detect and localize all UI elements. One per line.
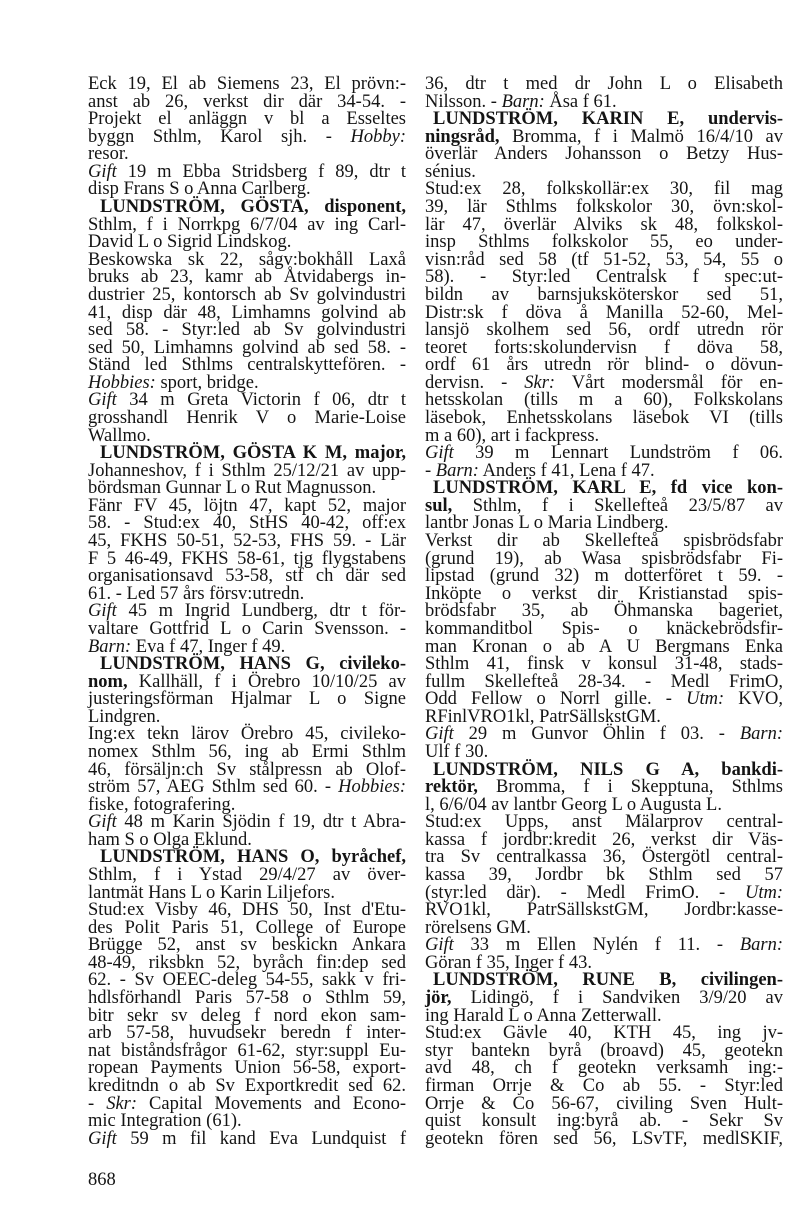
entry-paragraph xyxy=(425,759,783,815)
text-line xyxy=(88,199,406,217)
field-label: Gift xyxy=(88,390,117,411)
field-label: Hobby: xyxy=(350,126,406,147)
text-line: styr bantekn byrå (broavd) 45, geotekn xyxy=(425,1040,783,1061)
entry-name: LUNDSTRÖM, HANS O, byråchef, xyxy=(100,847,406,868)
text-line: avd 48, ch f geotekn verksamh ing:- xyxy=(425,1058,783,1079)
entry-name: jör, xyxy=(425,988,452,1009)
field-label: Gift xyxy=(425,724,454,745)
field-label: Hobbies: xyxy=(88,372,156,393)
text-run: Vårt modersmål för en- xyxy=(555,372,784,393)
text-line: Stud:ex Gävle 40, KTH 45, ing jv- xyxy=(425,1023,783,1044)
text-line: rörelsens GM. xyxy=(425,917,531,938)
text-line: arb 57-58, huvudsekr beredn f inter- xyxy=(88,1023,406,1044)
text-line: disp Frans S o Anna Carlberg. xyxy=(88,179,311,200)
text-line: sénius. xyxy=(425,161,476,182)
text-line: des Polit Paris 51, College of Europe xyxy=(88,917,406,938)
text-line: 62. - Sv OEEC-deleg 54-55, sakk v fri- xyxy=(88,970,406,991)
text-run: sport, bridge. xyxy=(155,372,259,393)
text-run: 19 m Ebba Stridsberg f 89, dtr t xyxy=(116,161,406,182)
text-line: hdlsförhandl Paris 57-58 o Sthlm 59, xyxy=(88,988,406,1009)
text-line: bruks ab 23, kamr ab Åtvidabergs in- xyxy=(88,267,406,288)
text-line: ing Harald L o Anna Zetterwall. xyxy=(425,1005,662,1026)
text-line: Ständ led Sthlms centralskyttefören. - xyxy=(88,355,406,376)
right-column xyxy=(425,76,783,1148)
entry-paragraph xyxy=(88,199,406,252)
text-line: Sthlm, f i Ystad 29/4/27 av över- xyxy=(88,865,406,886)
text-line: kommanditbol Spis- o knäckebrödsfir- xyxy=(425,618,783,639)
entry-name: LUNDSTRÖM, RUNE B, civilingen- xyxy=(433,970,783,991)
left-column xyxy=(88,76,406,1148)
text-paragraph xyxy=(425,1025,783,1148)
field-label: Hobbies: xyxy=(338,777,406,798)
text-line xyxy=(425,990,783,1008)
text-line: justeringsförman Hjalmar L o Signe xyxy=(88,689,406,710)
text-run: 33 m Ellen Nylén f 11. - xyxy=(453,935,740,956)
text-line: Orrje & Co 56-67, civiling Sven Hult- xyxy=(425,1093,783,1114)
text-line xyxy=(88,126,406,147)
field-label: Gift xyxy=(88,1128,117,1149)
text-run: Bromma, f i Skepptuna, Sthlms xyxy=(477,777,783,798)
field-label: Barn: xyxy=(739,935,783,956)
text-paragraph xyxy=(425,76,783,111)
text-line: lansjö skolhem sed 56, ordf utredn rör xyxy=(425,320,783,341)
text-line: Stud:ex Visby 46, DHS 50, Inst d'Etu- xyxy=(88,900,406,921)
text-paragraph xyxy=(425,726,783,761)
text-line: Verkst dir ab Skellefteå spisbrödsfabr xyxy=(425,531,783,552)
text-line: ordf 61 års utredn rör blind- o dövun- xyxy=(425,355,783,376)
field-label: Barn: xyxy=(739,724,783,745)
entry-paragraph xyxy=(425,111,783,181)
text-line: valtare Gottfrid L o Carin Svensson. - xyxy=(88,618,406,639)
entry-name: ningsråd, xyxy=(425,126,500,147)
field-label: Barn: xyxy=(501,91,545,112)
text-line: Johanneshov, f i Sthlm 25/12/21 av upp- xyxy=(88,460,406,481)
text-line: bördsman Gunnar L o Rut Magnusson. xyxy=(88,478,377,499)
text-line: 39, lär Sthlms folkskolor 30, övn:skol- xyxy=(425,197,783,218)
text-line: RVO1kl, PatrSällskstGM, Jordbr:kasse- xyxy=(425,900,783,921)
text-line: insp Sthlms folkskolor 55, eo under- xyxy=(425,232,783,253)
text-line: 58. - Stud:ex 40, StHS 40-42, off:ex xyxy=(88,513,406,534)
entry-name: LUNDSTRÖM, KARIN E, undervis- xyxy=(433,109,783,130)
text-line: 41, disp där 48, Limhamns golvind ab xyxy=(88,302,406,323)
text-line: Beskowska sk 22, sågv:bokhåll Laxå xyxy=(88,249,406,270)
text-paragraph xyxy=(425,937,783,972)
entry-name: LUNDSTRÖM, GÖSTA, disponent, xyxy=(100,197,406,218)
text-run: 34 m Greta Victorin f 06, dtr t xyxy=(116,390,406,411)
text-run: (styr:led där). - Medl FrimO. - xyxy=(425,882,745,903)
text-line: Inköpte o verkst dir Kristianstad spis- xyxy=(425,583,783,604)
field-label: Barn: xyxy=(435,460,479,481)
text-line: 36, dtr t med dr John L o Elisabeth xyxy=(425,74,783,94)
text-paragraph xyxy=(88,902,406,1131)
text-line: lantmät Hans L o Karin Liljefors. xyxy=(88,882,335,903)
text-line: Stud:ex Upps, anst Mälarprov central- xyxy=(425,812,783,833)
entry-name: sul, xyxy=(425,495,453,516)
text-line: bildn av barnsjuksköterskor sed 51, xyxy=(425,284,783,305)
text-run: Åsa f 61. xyxy=(544,91,617,112)
entry-paragraph xyxy=(425,972,783,1025)
text-line: grosshandl Henrik V o Marie-Loise xyxy=(88,407,406,428)
text-line: nat biståndsfrågor 61-62, styr:suppl Eu- xyxy=(88,1040,406,1061)
text-line: kassa 39, Jordbr bk Sthlm sed 57 xyxy=(425,865,783,886)
text-line: l, 6/6/04 av lantbr Georg L o Augusta L. xyxy=(425,794,722,815)
text-line: 61. - Led 57 års försv:utredn. xyxy=(88,583,305,604)
text-line: fiske, fotografering. xyxy=(88,794,236,815)
field-label: Skr: xyxy=(106,1093,138,1114)
field-label: Utm: xyxy=(686,689,725,710)
text-line: 45, FKHS 50-51, 52-53, FHS 59. - Lär xyxy=(88,531,406,552)
text-line: Lindgren. xyxy=(88,706,161,727)
text-line: Sthlm 41, finsk v konsul 31-48, stads- xyxy=(425,654,783,675)
text-line: man Kronan o ab A U Bergmans Enka xyxy=(425,636,783,657)
text-line: brödsfabr 35, ab Öhmanska bageriet, xyxy=(425,601,783,622)
text-paragraph xyxy=(88,603,406,656)
text-line: teoret forts:skolundervisn f döva 58, xyxy=(425,337,783,358)
field-label: Gift xyxy=(88,812,117,833)
page-number: 868 xyxy=(88,1170,116,1190)
text-line: bitr sekr sv deleg f nord ekon sam- xyxy=(88,1005,406,1026)
text-line: fullm Skellefteå 28-34. - Medl FrimO, xyxy=(425,671,783,692)
text-run: Capital Movements and Econo- xyxy=(137,1093,406,1114)
text-line: hetsskolan (tills m a 60), Folkskolans xyxy=(425,390,783,411)
text-run: 45 m Ingrid Lundberg, dtr t för- xyxy=(116,601,406,622)
text-run: 59 m fil kand Eva Lundquist f xyxy=(116,1128,406,1149)
text-line: Fänr FV 45, löjtn 47, kapt 52, major xyxy=(88,495,406,516)
text-run: Sthlm, f i Skellefteå 23/5/87 av xyxy=(452,495,783,516)
text-run: Nilsson. - xyxy=(425,91,502,112)
text-line: geotekn fören sed 56, LSvTF, medlSKIF, xyxy=(425,1128,783,1149)
text-run: 48 m Karin Sjödin f 19, dtr t Abra- xyxy=(116,812,406,833)
field-label: Skr: xyxy=(524,372,556,393)
text-paragraph xyxy=(425,533,783,726)
text-line: Ulf f 30. xyxy=(425,741,489,762)
entry-paragraph xyxy=(88,849,406,902)
text-line: nomex Sthlm 56, ing ab Ermi Sthlm xyxy=(88,741,406,762)
entry-paragraph xyxy=(425,480,783,533)
text-run: 29 m Gunvor Öhlin f 03. - xyxy=(453,724,740,745)
text-paragraph xyxy=(88,814,406,849)
text-run: Lidingö, f i Sandviken 3/9/20 av xyxy=(451,988,783,1009)
text-line: mic Integration (61). xyxy=(88,1111,242,1132)
entry-name: LUNDSTRÖM, NILS G A, bankdi- xyxy=(433,759,783,780)
text-line: RFinlVRO1kl, PatrSällskstGM. xyxy=(425,706,661,727)
entry-name: LUNDSTRÖM, KARL E, fd vice kon- xyxy=(433,478,783,499)
field-label: Gift xyxy=(88,161,117,182)
field-label: Utm: xyxy=(744,882,783,903)
entry-name: LUNDSTRÖM, HANS G, civileko- xyxy=(100,654,406,675)
text-paragraph xyxy=(88,726,406,814)
text-line: ham S o Olga Eklund. xyxy=(88,829,252,850)
entry-name: LUNDSTRÖM, GÖSTA K M, major, xyxy=(100,443,406,464)
text-paragraph xyxy=(88,76,406,164)
text-line: resor. xyxy=(88,144,129,165)
text-line: anst ab 26, verkst dir där 34-54. - xyxy=(88,91,406,112)
text-paragraph xyxy=(88,161,406,200)
text-paragraph xyxy=(88,249,406,393)
text-line: F 5 46-49, FKHS 58-61, tjg flygstabens xyxy=(88,548,406,569)
text-line: Brügge 52, anst sv beskickn Ankara xyxy=(88,935,406,956)
entry-paragraph xyxy=(88,445,406,498)
text-line: lär 47, överlär Alviks sk 48, folkskol- xyxy=(425,214,783,235)
text-line: lipstad (grund 32) m dotterföret t 59. - xyxy=(425,566,783,587)
text-run: ström 57, AEG Sthlm sed 60. - xyxy=(88,777,339,798)
text-run: KVO, xyxy=(724,689,783,710)
field-label: Barn: xyxy=(88,636,132,657)
text-line: 58). - Styr:led Centralsk f spec:ut- xyxy=(425,267,783,288)
text-line: (grund 19), ab Wasa spisbrödsfabr Fi- xyxy=(425,548,783,569)
text-line: Distr:sk f döva å Manilla 52-60, Mel- xyxy=(425,302,783,323)
text-line: Sthlm, f i Norrkpg 6/7/04 av ing Carl- xyxy=(88,214,406,235)
text-line: quist konsult ing:byrå ab. - Sekr Sv xyxy=(425,1111,783,1132)
text-run: - xyxy=(88,1093,107,1114)
text-line: Ing:ex tekn lärov Örebro 45, civileko- xyxy=(88,724,406,745)
text-line: sed 58. - Styr:led ab Sv golvindustri xyxy=(88,320,406,341)
text-paragraph xyxy=(425,181,783,445)
entry-name: rektör, xyxy=(425,777,478,798)
text-run: Anders f 41, Lena f 47. xyxy=(478,460,655,481)
entry-paragraph xyxy=(88,656,406,726)
text-line: tra Sv centralkassa 36, Östergötl central- xyxy=(425,847,783,868)
text-run: - xyxy=(425,460,436,481)
text-line: Göran f 35, Inger f 43. xyxy=(425,952,592,973)
text-line: ropean Payments Union 56-58, export- xyxy=(88,1058,406,1079)
text-line: läsebok, Enhetsskolans läsebok VI (tills xyxy=(425,407,783,428)
field-label: Gift xyxy=(88,601,117,622)
text-paragraph xyxy=(88,1128,406,1149)
text-line: 48-49, riksbkn 52, byråch fin:dep sed xyxy=(88,952,406,973)
text-line: kassa f jordbr:kredit 26, verkst dir Väs- xyxy=(425,829,783,850)
text-line: m a 60), art i fackpress. xyxy=(425,425,600,446)
text-line: firman Orrje & Co ab 55. - Styr:led xyxy=(425,1075,783,1096)
text-paragraph xyxy=(425,445,783,480)
text-line: Eck 19, El ab Siemens 23, El prövn:- xyxy=(88,74,406,94)
text-line: Projekt el anläggn v bl a Esseltes xyxy=(88,109,406,130)
text-paragraph xyxy=(88,392,406,445)
text-paragraph xyxy=(88,495,406,604)
text-line: dustrier 25, kontorsch ab Sv golvindustri xyxy=(88,284,406,305)
entry-name: nom, xyxy=(88,671,128,692)
text-line: Stud:ex 28, folkskollär:ex 30, fil mag xyxy=(425,179,783,200)
text-run: Eva f 47, Inger f 49. xyxy=(131,636,286,657)
text-line: David L o Sigrid Lindskog. xyxy=(88,232,292,253)
text-line: sed 50, Limhamns golvind ab sed 58. - xyxy=(88,337,406,358)
text-line: organisationsavd 53-58, stf ch där sed xyxy=(88,566,406,587)
text-line: Wallmo. xyxy=(88,425,151,446)
text-line: kreditndn o ab Sv Exportkredit sed 62. xyxy=(88,1075,406,1096)
text-line: visn:råd sed 58 (tf 51-52, 53, 54, 55 o xyxy=(425,249,783,270)
text-line xyxy=(88,1128,406,1149)
field-label: Gift xyxy=(425,935,454,956)
text-run: dervisn. - xyxy=(425,372,525,393)
text-run: byggn Sthlm, Karol sjh. - xyxy=(88,126,351,147)
text-run: Bromma, f i Malmö 16/4/10 av xyxy=(499,126,783,147)
text-line: lantbr Jonas L o Maria Lindberg. xyxy=(425,513,669,534)
text-line: överlär Anders Johansson o Betzy Hus- xyxy=(425,144,783,165)
text-line: 46, försäljn:ch Sv stålpressn ab Olof- xyxy=(88,759,406,780)
text-paragraph xyxy=(425,814,783,937)
text-run: Odd Fellow o Norrl gille. - xyxy=(425,689,687,710)
text-run: 39 m Lennart Lundström f 06. xyxy=(453,443,783,464)
text-run: Kallhäll, f i Örebro 10/10/25 av xyxy=(127,671,406,692)
field-label: Gift xyxy=(425,443,454,464)
